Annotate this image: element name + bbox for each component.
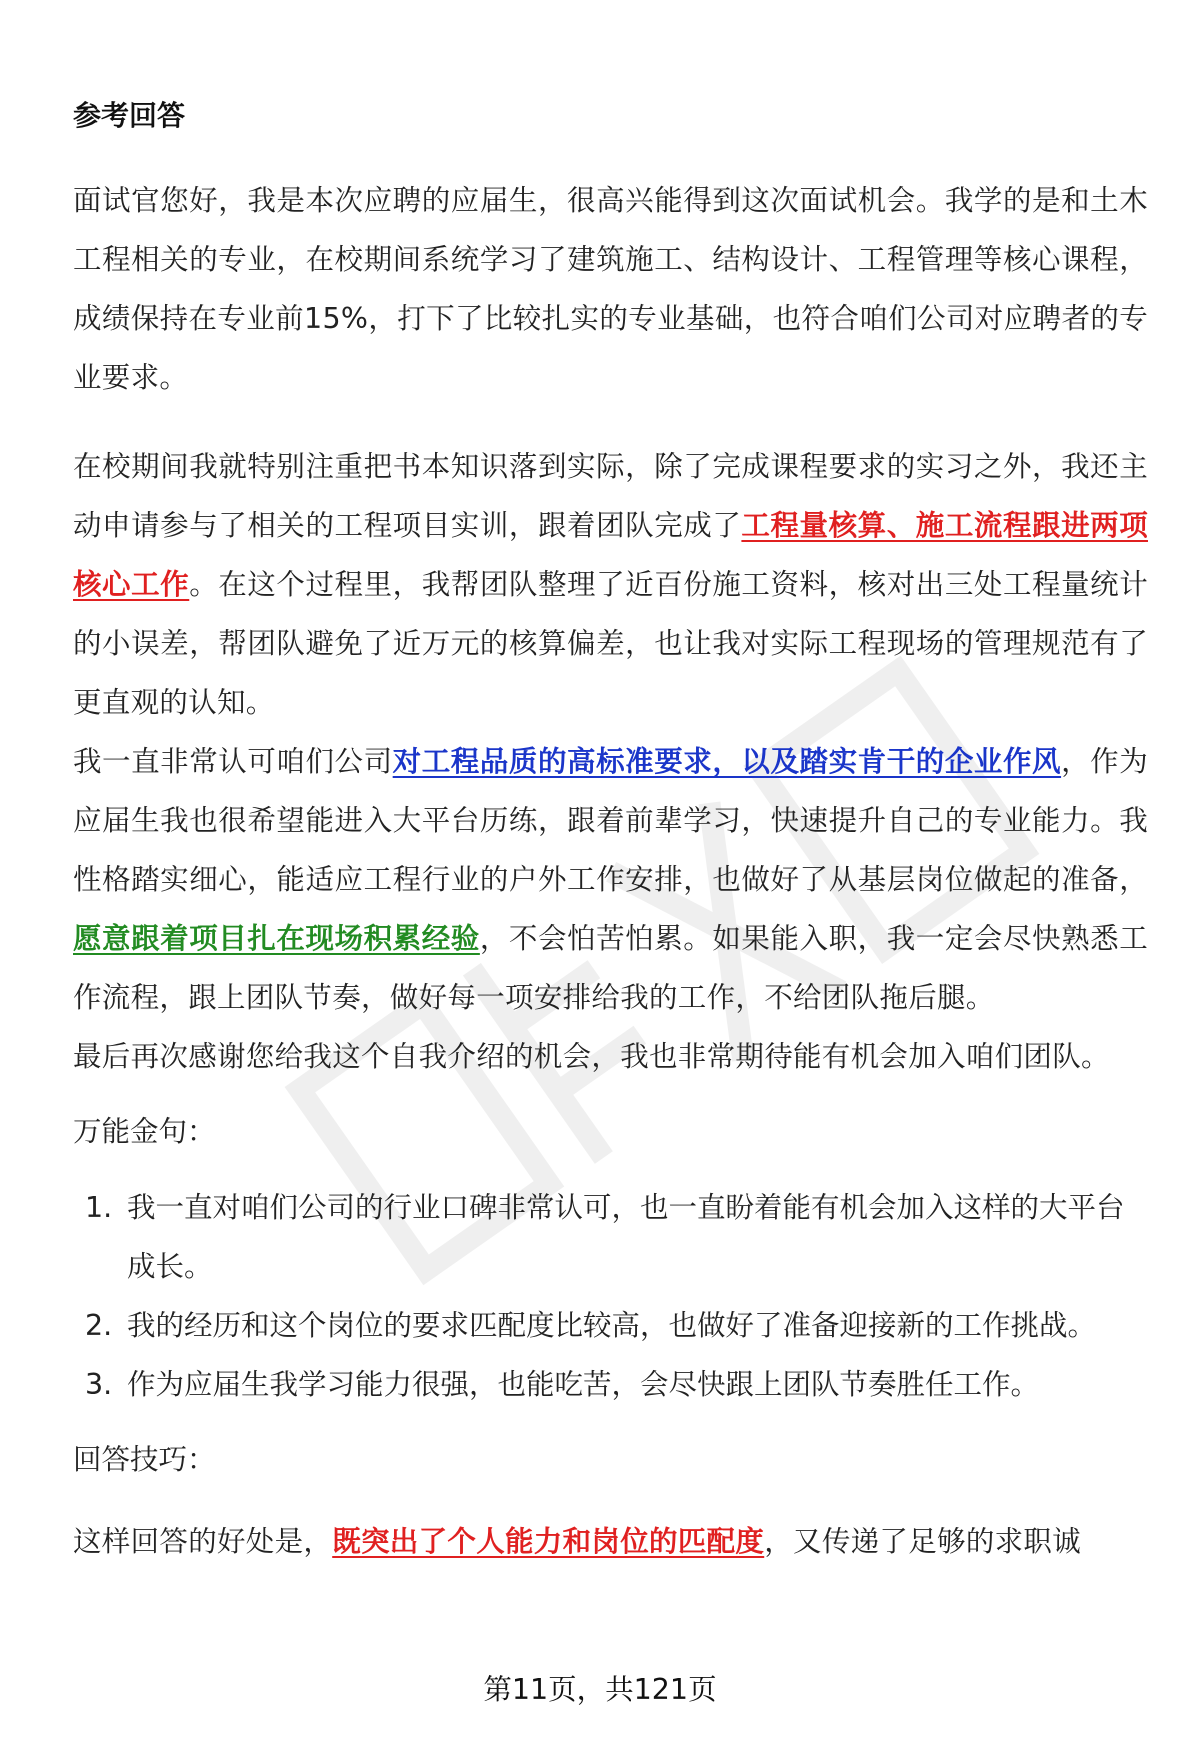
golden-sentences-label: 万能金句：	[73, 1115, 216, 1148]
highlight-red: 工程量核算、施工流程跟进两项核心工作	[73, 509, 1148, 601]
paragraph-text: ，又传递了足够的求职诚	[764, 1525, 1082, 1558]
list-item	[73, 1296, 1148, 1355]
answer-paragraph-5	[73, 1512, 1148, 1571]
paragraph-text: 在校期间我就特别注重把书本知识落到实际，除了完成课程要求的实习之外，我还主动申请参与了相关的工程项目实训，跟着团队完成了	[73, 450, 1148, 542]
list-text: 我的经历和这个岗位的要求匹配度比较高，也做好了准备迎接新的工作挑战。	[127, 1309, 1097, 1342]
answer-paragraph-2	[73, 437, 1148, 732]
list-text: 我一直对咱们公司的行业口碑非常认可，也一直盼着能有机会加入这样的大平台成长。	[127, 1191, 1125, 1283]
paragraph-text: ，作为应届生我也很希望能进入大平台历练，跟着前辈学习，快速提升自己的专业能力。我性格踏实细心，能适应工程行业的户外工作安排，也做好了从基层岗位做起的准备，	[73, 745, 1148, 896]
paragraph-text: ，不会怕苦怕累。如果能入职，我一定会尽快熟悉工作流程，跟上团队节奏，做好每一项安排给我的工作，不给团队拖后腿。	[73, 922, 1148, 1014]
highlight-blue: 对工程品质的高标准要求，以及踏实肯干的企业作风	[392, 745, 1062, 778]
list-number: 2.	[85, 1309, 113, 1342]
paragraph-text: 我一直非常认可咱们公司	[73, 745, 393, 778]
answer-paragraph-1: 面试官您好，我是本次应聘的应届生，很高兴能得到这次面试机会。我学的是和土木工程相关的专业，在校期间系统学习了建筑施工、结构设计、工程管理等核心课程，成绩保持在专业前15%，打下了比较扎实的专业基础，也符合咱们公司对应聘者的专业要求。	[73, 184, 1148, 394]
list-number: 3.	[85, 1368, 113, 1401]
list-number: 1.	[85, 1191, 113, 1224]
paragraph-text: 。在这个过程里，我帮团队整理了近百份施工资料，核对出三处工程量统计的小误差，帮团队避免了近万元的核算偏差，也让我对实际工程现场的管理规范有了更直观的认知。	[73, 568, 1148, 719]
golden-sentences-list	[73, 1178, 1148, 1414]
paragraph-text: 这样回答的好处是，	[73, 1525, 333, 1558]
list-item	[73, 1178, 1148, 1296]
list-text: 作为应届生我学习能力很强，也能吃苦，会尽快跟上团队节奏胜任工作。	[127, 1368, 1040, 1401]
page-footer: 第11页，共121页	[483, 1673, 717, 1706]
main-content	[73, 96, 1148, 1571]
section-heading: 参考回答	[73, 99, 186, 132]
highlight-green: 愿意跟着项目扎在现场积累经验	[73, 922, 480, 955]
list-item	[73, 1355, 1148, 1414]
answer-paragraph-4: 最后再次感谢您给我这个自我介绍的机会，我也非常期待能有机会加入咱们团队。	[73, 1040, 1110, 1073]
highlight-red: 既突出了个人能力和岗位的匹配度	[332, 1525, 765, 1558]
answer-paragraph-3	[73, 732, 1148, 1027]
answer-tips-label: 回答技巧：	[73, 1443, 216, 1476]
